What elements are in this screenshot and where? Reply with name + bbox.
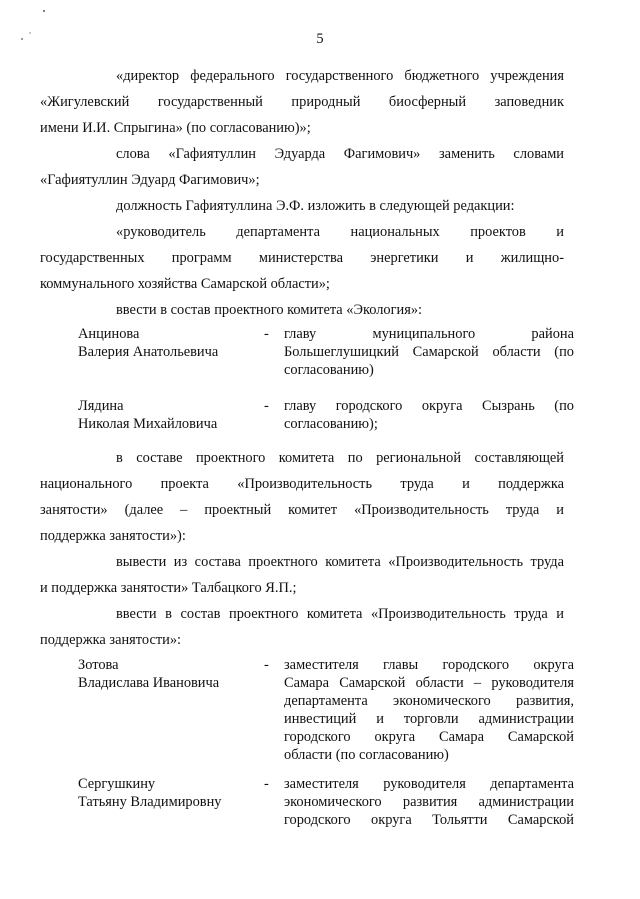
text-line: области (по согласованию) — [284, 747, 449, 763]
text-line: городского округа Самара Самарской — [284, 729, 574, 745]
page-number: 5 — [316, 31, 324, 47]
paragraph-3 — [78, 193, 564, 219]
name-line: Зотова — [78, 657, 119, 673]
name-line: Лядина — [78, 398, 124, 414]
text-line: в составе проектного комитета по региональной составляющей — [116, 450, 564, 466]
text-line: государственных программ министерства энергетики и жилищно- — [40, 250, 564, 266]
appointee-position — [284, 656, 574, 764]
text-line: коммунального хозяйства Самарской области»; — [40, 276, 330, 292]
appointee-name — [78, 656, 258, 692]
text-line: согласованию); — [284, 416, 378, 432]
name-line: Анцинова — [78, 326, 140, 342]
text-line: Самара Самарской области – руководителя — [284, 675, 574, 691]
text-line: занятости» (далее – проектный комитет «Производительность труда и — [40, 502, 564, 518]
text-line: заместителя главы городского округа — [284, 657, 574, 673]
name-line: Татьяну Владимировну — [78, 794, 222, 810]
paragraph-6 — [40, 445, 564, 549]
appointee-position — [284, 775, 574, 829]
text-line: «Жигулевский государственный природный биосферный заповедник — [40, 94, 564, 110]
dash: - — [264, 657, 269, 673]
text-line: ввести в состав проектного комитета «Экология»: — [116, 302, 423, 318]
paragraph-5 — [78, 297, 564, 323]
text-line: согласованию) — [284, 362, 374, 378]
text-line: экономического развития администрации — [284, 794, 574, 810]
text-line: «Гафиятуллин Эдуард Фагимович»; — [40, 172, 260, 188]
paragraph-4 — [40, 219, 564, 297]
name-line: Николая Михайловича — [78, 416, 218, 432]
text-line: «руководитель департамента национальных проектов и — [116, 224, 564, 240]
text-line: главу муниципального района — [284, 326, 574, 342]
text-line: заместителя руководителя департамента — [284, 776, 574, 792]
dash: - — [264, 326, 269, 342]
appointee-position — [284, 325, 574, 379]
text-line: слова «Гафиятуллин Эдуарда Фагимович» заменить словами — [116, 146, 564, 162]
appointee-name — [78, 397, 258, 433]
text-line: инвестиций и торговли администрации — [284, 711, 574, 727]
text-line: поддержка занятости»): — [40, 528, 186, 544]
appointee-name — [78, 775, 258, 811]
paragraph-8 — [40, 601, 564, 653]
text-line: «директор федерального государственного бюджетного учреждения — [116, 68, 564, 84]
name-line: Сергушкину — [78, 776, 156, 792]
text-line: ввести в состав проектного комитета «Производительность труда и — [116, 606, 564, 622]
name-line: Владислава Ивановича — [78, 675, 220, 691]
paragraph-7 — [40, 549, 564, 601]
name-line: Валерия Анатольевича — [78, 344, 219, 360]
appointee-name — [78, 325, 258, 361]
appointee-position — [284, 397, 574, 433]
dash: - — [264, 398, 269, 414]
text-line: Большеглушицкий Самарской области (по — [284, 344, 574, 360]
text-line: вывести из состава проектного комитета «Производительность труда — [116, 554, 564, 570]
dash: - — [264, 776, 269, 792]
text-line: городского округа Тольятти Самарской — [284, 812, 574, 828]
text-line: национального проекта «Производительность труда и поддержка — [40, 476, 564, 492]
text-line: департамента экономического развития, — [284, 693, 574, 709]
paragraph-1 — [40, 63, 564, 141]
text-line: имени И.И. Спрыгина» (по согласованию)»; — [40, 120, 311, 136]
paragraph-2 — [40, 141, 564, 193]
text-line: главу городского округа Сызрань (по — [284, 398, 574, 414]
text-line: поддержка занятости»: — [40, 632, 182, 648]
text-line: должность Гафиятуллина Э.Ф. изложить в следующей редакции: — [116, 198, 515, 214]
text-line: и поддержка занятости» Талбацкого Я.П.; — [40, 580, 297, 596]
